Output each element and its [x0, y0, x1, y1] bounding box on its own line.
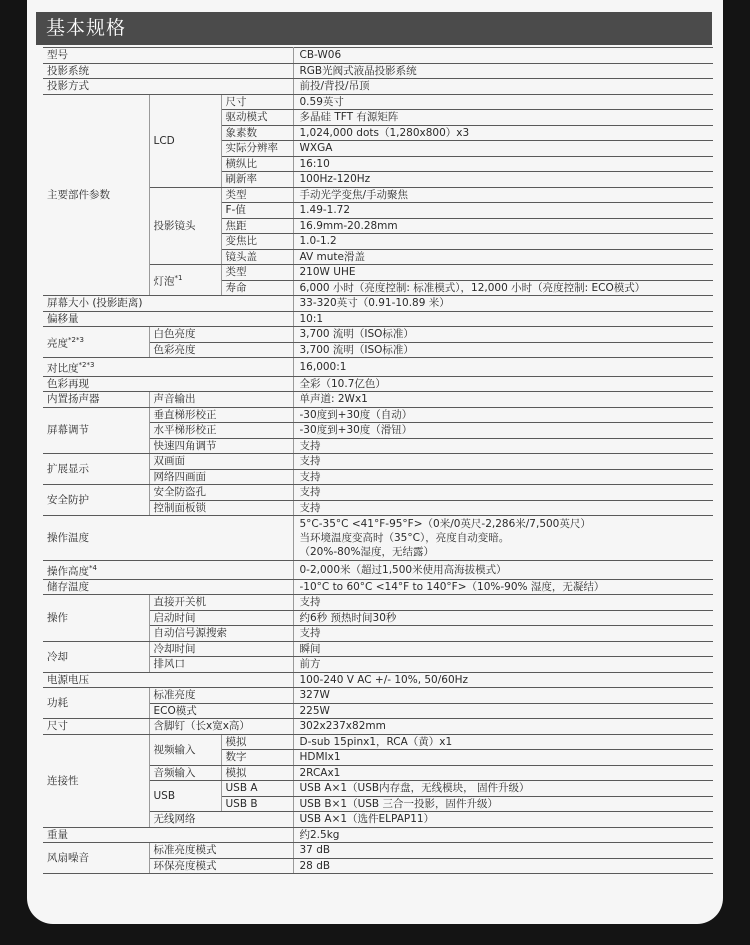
item-label: 横纵比	[221, 156, 293, 172]
group-label: 连接性	[43, 734, 149, 827]
item-label: USB A	[221, 781, 293, 797]
footnote-mark: *2*3	[68, 336, 84, 345]
value-line: 5°C-35°C <41°F-95°F>（0米/0英尺-2,286米/7,500英尺）	[299, 518, 591, 530]
item-value: 支持	[293, 438, 713, 454]
row-value: -10°C to 60°C <14°F to 140°F>（10%-90% 湿度，无凝结）	[293, 579, 713, 595]
table-row	[43, 94, 713, 110]
item-label: 焦距	[221, 218, 293, 234]
item-value: 16.9mm-20.28mm	[293, 218, 713, 234]
group-label: 安全防护	[43, 485, 149, 516]
table-row	[43, 843, 713, 859]
item-label: 垂直梯形校正	[149, 407, 293, 423]
item-label: 模拟	[221, 734, 293, 750]
group-label	[43, 327, 149, 358]
item-label: 网络四画面	[149, 469, 293, 485]
group-label: 尺寸	[43, 719, 149, 735]
table-row	[43, 719, 713, 735]
item-label: 标准亮度	[149, 688, 293, 704]
item-label: 含脚钉（长x宽x高）	[149, 719, 293, 735]
item-label: 模拟	[221, 765, 293, 781]
group-label: 扩展显示	[43, 454, 149, 485]
group-label: 主要部件参数	[43, 94, 149, 296]
subgroup-label: 视频输入	[149, 734, 221, 765]
item-label: 实际分辨率	[221, 141, 293, 157]
table-row	[43, 454, 713, 470]
item-label: 自动信号源搜索	[149, 626, 293, 642]
section-title: 基本规格	[46, 17, 127, 39]
item-value: 支持	[293, 626, 713, 642]
group-label: 风扇噪音	[43, 843, 149, 874]
item-value: 支持	[293, 595, 713, 611]
row-value: 0-2,000米（超过1,500米使用高海拔模式）	[293, 561, 713, 580]
row-value: RGB光阀式液晶投影系统	[293, 63, 713, 79]
row-label	[43, 358, 293, 377]
item-value: 327W	[293, 688, 713, 704]
item-label: 排风口	[149, 657, 293, 673]
row-label: 投影方式	[43, 79, 293, 95]
table-row	[43, 392, 713, 408]
item-value: 28 dB	[293, 858, 713, 874]
row-value: 10:1	[293, 311, 713, 327]
row-label: 操作温度	[43, 516, 293, 561]
item-label: F-值	[221, 203, 293, 219]
item-value: 1,024,000 dots（1,280x800）x3	[293, 125, 713, 141]
spec-sheet-card	[27, 0, 723, 924]
lamp-label: 灯泡	[153, 275, 175, 288]
table-row	[43, 358, 713, 377]
item-value: 0.59英寸	[293, 94, 713, 110]
row-value: 约2.5kg	[293, 827, 713, 843]
contrast-label: 对比度	[47, 362, 79, 375]
item-label: 启动时间	[149, 610, 293, 626]
value-line: （20%-80%湿度，无结露）	[299, 546, 434, 558]
group-label: 功耗	[43, 688, 149, 719]
row-value: 33-320英寸（0.91-10.89 米）	[293, 296, 713, 312]
subgroup-label: USB	[149, 781, 221, 812]
table-row	[43, 376, 713, 392]
item-label: 类型	[221, 187, 293, 203]
row-label	[43, 561, 293, 580]
table-row	[43, 516, 713, 561]
row-label: 偏移量	[43, 311, 293, 327]
item-value: 16:10	[293, 156, 713, 172]
item-value: D-sub 15pinx1，RCA（黄）x1	[293, 734, 713, 750]
spec-table	[43, 47, 713, 874]
item-label: 镜头盖	[221, 249, 293, 265]
item-value: 37 dB	[293, 843, 713, 859]
item-label: 刷新率	[221, 172, 293, 188]
item-value: USB A×1（USB内存盘，无线模块， 固件升级）	[293, 781, 713, 797]
subgroup-label: 投影镜头	[149, 187, 221, 265]
group-label: 冷却	[43, 641, 149, 672]
row-label: 屏幕大小 (投影距离)	[43, 296, 293, 312]
item-value: 支持	[293, 485, 713, 501]
table-row	[43, 485, 713, 501]
table-row	[43, 311, 713, 327]
item-value: 支持	[293, 500, 713, 516]
row-label: 电源电压	[43, 672, 293, 688]
row-value: CB-W06	[293, 48, 713, 64]
table-row	[43, 827, 713, 843]
row-value: 100-240 V AC +/- 10%, 50/60Hz	[293, 672, 713, 688]
subgroup-label: 音频输入	[149, 765, 221, 781]
item-value: 手动光学变焦/手动聚焦	[293, 187, 713, 203]
item-value: 210W UHE	[293, 265, 713, 281]
table-row	[43, 327, 713, 343]
item-label: 色彩亮度	[149, 342, 293, 358]
item-label: 双画面	[149, 454, 293, 470]
table-row	[43, 79, 713, 95]
item-label: 尺寸	[221, 94, 293, 110]
item-label: 安全防盗孔	[149, 485, 293, 501]
brightness-label: 亮度	[47, 337, 68, 350]
item-value: HDMIx1	[293, 750, 713, 766]
item-value: USB A×1（选件ELPAP11）	[293, 812, 713, 828]
table-row	[43, 48, 713, 64]
item-label: 寿命	[221, 280, 293, 296]
row-value	[293, 516, 713, 561]
item-value: AV mute滑盖	[293, 249, 713, 265]
table-row	[43, 579, 713, 595]
subgroup-label	[149, 265, 221, 296]
group-label: 屏幕调节	[43, 407, 149, 454]
row-label: 型号	[43, 48, 293, 64]
item-label: 标准亮度模式	[149, 843, 293, 859]
item-value: 多晶硅 TFT 有源矩阵	[293, 110, 713, 126]
item-label: 声音输出	[149, 392, 293, 408]
item-label: 直接开关机	[149, 595, 293, 611]
table-row	[43, 63, 713, 79]
item-label: 白色亮度	[149, 327, 293, 343]
item-value: USB B×1（USB 三合一投影，固件升级）	[293, 796, 713, 812]
item-value: 1.49-1.72	[293, 203, 713, 219]
table-row	[43, 688, 713, 704]
item-value: 100Hz-120Hz	[293, 172, 713, 188]
row-value: 全彩（10.7亿色）	[293, 376, 713, 392]
item-value: 1.0-1.2	[293, 234, 713, 250]
row-value: 前投/背投/吊顶	[293, 79, 713, 95]
item-value: 2RCAx1	[293, 765, 713, 781]
item-label: 类型	[221, 265, 293, 281]
footnote-mark: *2*3	[78, 361, 95, 369]
row-label: 储存温度	[43, 579, 293, 595]
item-value: 6,000 小时（亮度控制: 标准模式），12,000 小时（亮度控制: ECO模式）	[293, 280, 713, 296]
item-label: 环保亮度模式	[149, 858, 293, 874]
item-label: 冷却时间	[149, 641, 293, 657]
table-row	[43, 407, 713, 423]
item-value: 瞬间	[293, 641, 713, 657]
row-label: 投影系统	[43, 63, 293, 79]
subgroup-label: LCD	[149, 94, 221, 187]
row-value: 16,000:1	[293, 358, 713, 377]
table-row	[43, 561, 713, 580]
item-label: USB B	[221, 796, 293, 812]
item-label: 数字	[221, 750, 293, 766]
item-value: 3,700 流明（ISO标准）	[293, 327, 713, 343]
item-label: 无线网络	[149, 812, 293, 828]
altitude-label: 操作高度	[47, 565, 89, 578]
item-value: WXGA	[293, 141, 713, 157]
item-value: -30度到+30度（自动）	[293, 407, 713, 423]
item-label: 驱动模式	[221, 110, 293, 126]
item-label: 变焦比	[221, 234, 293, 250]
item-label: ECO模式	[149, 703, 293, 719]
table-row	[43, 641, 713, 657]
item-label: 控制面板锁	[149, 500, 293, 516]
item-value: 支持	[293, 469, 713, 485]
item-value: 302x237x82mm	[293, 719, 713, 735]
row-label: 重量	[43, 827, 293, 843]
item-value: 支持	[293, 454, 713, 470]
item-value: 前方	[293, 657, 713, 673]
table-row	[43, 672, 713, 688]
footnote-mark: *4	[89, 564, 97, 572]
value-line: 当环境温度变高时（35°C），亮度自动变暗。	[299, 532, 510, 544]
item-label: 快速四角调节	[149, 438, 293, 454]
footnote-mark: *1	[174, 274, 183, 283]
table-row	[43, 296, 713, 312]
table-row	[43, 734, 713, 750]
table-row	[43, 595, 713, 611]
item-value: 约6秒 预热时间30秒	[293, 610, 713, 626]
group-label: 内置扬声器	[43, 392, 149, 408]
row-label: 色彩再现	[43, 376, 293, 392]
item-value: 3,700 流明（ISO标准）	[293, 342, 713, 358]
group-label: 操作	[43, 595, 149, 642]
item-value: 225W	[293, 703, 713, 719]
item-value: 单声道: 2Wx1	[293, 392, 713, 408]
item-label: 象素数	[221, 125, 293, 141]
item-label: 水平梯形校正	[149, 423, 293, 439]
section-header	[36, 12, 712, 45]
item-value: -30度到+30度（滑钮）	[293, 423, 713, 439]
